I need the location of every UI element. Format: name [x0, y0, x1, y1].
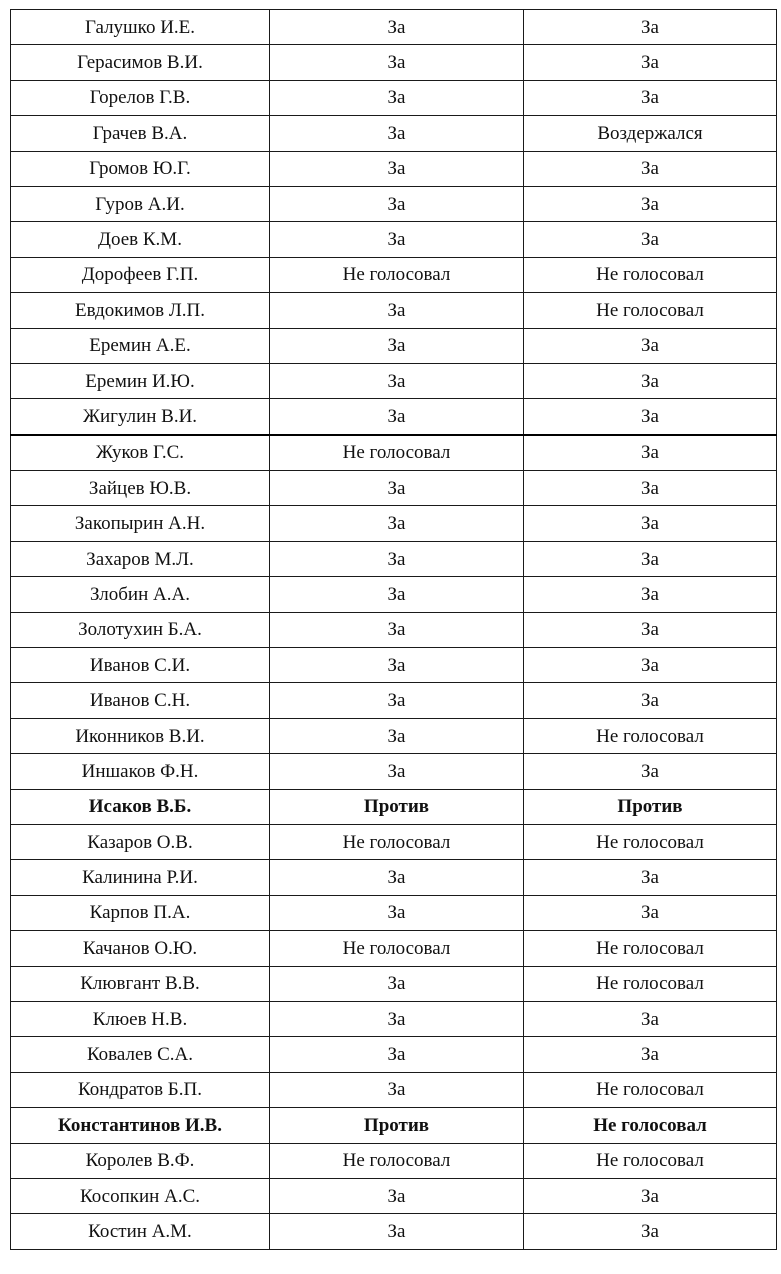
deputy-name: Горелов Г.В. — [11, 80, 270, 115]
table-row — [11, 80, 777, 115]
deputy-name: Доев К.М. — [11, 222, 270, 257]
deputy-name: Карпов П.А. — [11, 895, 270, 930]
table-row — [11, 895, 777, 930]
table-row — [11, 116, 777, 151]
vote-second: За — [524, 612, 777, 647]
table-row — [11, 328, 777, 363]
deputy-name: Злобин А.А. — [11, 577, 270, 612]
vote-second: Не голосовал — [524, 1143, 777, 1178]
vote-second: За — [524, 683, 777, 718]
vote-second: Не голосовал — [524, 1072, 777, 1107]
deputy-name: Герасимов В.И. — [11, 45, 270, 80]
vote-second: Против — [524, 789, 777, 824]
deputy-name: Иконников В.И. — [11, 718, 270, 753]
vote-first: За — [270, 399, 524, 435]
table-row — [11, 1037, 777, 1072]
vote-second: За — [524, 648, 777, 683]
table-row — [11, 399, 777, 435]
vote-first: За — [270, 151, 524, 186]
vote-first: За — [270, 1072, 524, 1107]
vote-second: За — [524, 328, 777, 363]
table-row — [11, 10, 777, 45]
vote-first: За — [270, 1214, 524, 1249]
deputy-name: Еремин И.Ю. — [11, 363, 270, 398]
table-row — [11, 754, 777, 789]
deputy-name: Золотухин Б.А. — [11, 612, 270, 647]
table-row — [11, 577, 777, 612]
vote-first: За — [270, 222, 524, 257]
table-row — [11, 186, 777, 221]
vote-first: За — [270, 80, 524, 115]
table-row — [11, 222, 777, 257]
table-row — [11, 293, 777, 328]
vote-first: За — [270, 471, 524, 506]
vote-second: Не голосовал — [524, 931, 777, 966]
deputy-name: Иншаков Ф.Н. — [11, 754, 270, 789]
table-row — [11, 151, 777, 186]
vote-first: За — [270, 363, 524, 398]
table-row — [11, 824, 777, 859]
table-row — [11, 683, 777, 718]
table-row — [11, 1072, 777, 1107]
deputy-name: Королев В.Ф. — [11, 1143, 270, 1178]
vote-second: За — [524, 10, 777, 45]
table-row — [11, 931, 777, 966]
vote-first: За — [270, 506, 524, 541]
vote-first: За — [270, 718, 524, 753]
vote-second: За — [524, 577, 777, 612]
table-row — [11, 1214, 777, 1249]
vote-second: За — [524, 1001, 777, 1036]
vote-first: За — [270, 45, 524, 80]
vote-first: Не голосовал — [270, 931, 524, 966]
deputy-name: Громов Ю.Г. — [11, 151, 270, 186]
vote-second: За — [524, 1037, 777, 1072]
deputy-name: Казаров О.В. — [11, 824, 270, 859]
vote-first: Не голосовал — [270, 824, 524, 859]
vote-second: За — [524, 363, 777, 398]
vote-first: За — [270, 895, 524, 930]
deputy-name: Грачев В.А. — [11, 116, 270, 151]
table-row — [11, 612, 777, 647]
table-row — [11, 1143, 777, 1178]
deputy-name: Константинов И.В. — [11, 1108, 270, 1143]
vote-first: За — [270, 116, 524, 151]
deputy-name: Калинина Р.И. — [11, 860, 270, 895]
vote-first: За — [270, 683, 524, 718]
deputy-name: Качанов О.Ю. — [11, 931, 270, 966]
vote-second: Не голосовал — [524, 824, 777, 859]
vote-first: За — [270, 1001, 524, 1036]
deputy-name: Закопырин А.Н. — [11, 506, 270, 541]
table-row — [11, 506, 777, 541]
vote-first: За — [270, 612, 524, 647]
vote-second: Не голосовал — [524, 1108, 777, 1143]
vote-second: Не голосовал — [524, 257, 777, 292]
deputy-name: Клювгант В.В. — [11, 966, 270, 1001]
table-row — [11, 45, 777, 80]
deputy-name: Косопкин А.С. — [11, 1178, 270, 1213]
vote-second: За — [524, 80, 777, 115]
deputy-name: Иванов С.Н. — [11, 683, 270, 718]
table-row — [11, 860, 777, 895]
deputy-name: Захаров М.Л. — [11, 541, 270, 576]
vote-second: Не голосовал — [524, 718, 777, 753]
deputy-name: Дорофеев Г.П. — [11, 257, 270, 292]
table-row — [11, 718, 777, 753]
deputy-name: Жигулин В.И. — [11, 399, 270, 435]
vote-second: Воздержался — [524, 116, 777, 151]
deputy-name: Еремин А.Е. — [11, 328, 270, 363]
vote-first: За — [270, 10, 524, 45]
deputy-name: Гуров А.И. — [11, 186, 270, 221]
voting-results-body — [11, 10, 777, 1250]
vote-second: За — [524, 222, 777, 257]
vote-second: Не голосовал — [524, 966, 777, 1001]
vote-second: За — [524, 541, 777, 576]
deputy-name: Евдокимов Л.П. — [11, 293, 270, 328]
vote-first: Против — [270, 789, 524, 824]
table-row — [11, 471, 777, 506]
vote-second: Не голосовал — [524, 293, 777, 328]
deputy-name: Иванов С.И. — [11, 648, 270, 683]
vote-second: За — [524, 471, 777, 506]
vote-second: За — [524, 895, 777, 930]
table-row — [11, 257, 777, 292]
vote-first: За — [270, 328, 524, 363]
vote-second: За — [524, 860, 777, 895]
deputy-name: Костин А.М. — [11, 1214, 270, 1249]
vote-second: За — [524, 506, 777, 541]
table-row — [11, 1001, 777, 1036]
table-row — [11, 789, 777, 824]
vote-first: Против — [270, 1108, 524, 1143]
vote-first: За — [270, 1178, 524, 1213]
vote-first: За — [270, 860, 524, 895]
vote-first: За — [270, 648, 524, 683]
table-row — [11, 966, 777, 1001]
vote-first: За — [270, 541, 524, 576]
vote-second: За — [524, 754, 777, 789]
vote-first: Не голосовал — [270, 1143, 524, 1178]
vote-first: За — [270, 966, 524, 1001]
vote-first: За — [270, 293, 524, 328]
vote-second: За — [524, 186, 777, 221]
table-row — [11, 541, 777, 576]
deputy-name: Жуков Г.С. — [11, 435, 270, 471]
vote-first: За — [270, 754, 524, 789]
vote-second: За — [524, 1214, 777, 1249]
table-row — [11, 648, 777, 683]
vote-first: Не голосовал — [270, 257, 524, 292]
vote-second: За — [524, 435, 777, 471]
table-row — [11, 1178, 777, 1213]
vote-first: Не голосовал — [270, 435, 524, 471]
vote-second: За — [524, 151, 777, 186]
deputy-name: Клюев Н.В. — [11, 1001, 270, 1036]
deputy-name: Кондратов Б.П. — [11, 1072, 270, 1107]
vote-second: За — [524, 45, 777, 80]
vote-second: За — [524, 399, 777, 435]
table-row — [11, 435, 777, 471]
vote-first: За — [270, 577, 524, 612]
table-row — [11, 1108, 777, 1143]
voting-results-table — [10, 9, 777, 1250]
vote-first: За — [270, 1037, 524, 1072]
table-row — [11, 363, 777, 398]
deputy-name: Исаков В.Б. — [11, 789, 270, 824]
deputy-name: Зайцев Ю.В. — [11, 471, 270, 506]
deputy-name: Ковалев С.А. — [11, 1037, 270, 1072]
vote-first: За — [270, 186, 524, 221]
deputy-name: Галушко И.Е. — [11, 10, 270, 45]
vote-second: За — [524, 1178, 777, 1213]
